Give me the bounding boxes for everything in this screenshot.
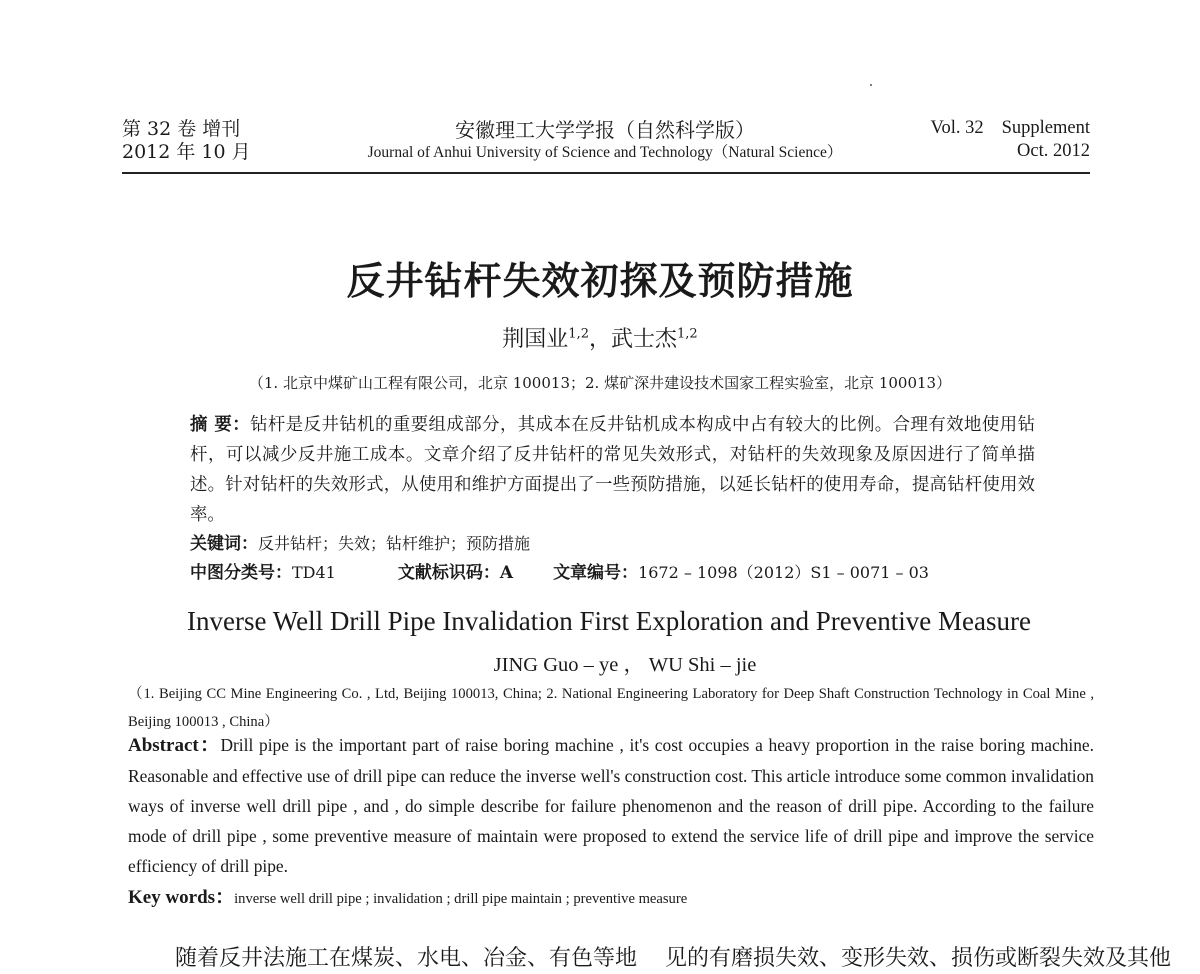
header-left bbox=[122, 118, 251, 164]
keywords-colon-en: ： bbox=[215, 887, 235, 908]
journal-name-en: Journal of Anhui University of Science and Technology（Natural Science） bbox=[367, 144, 843, 161]
classification-row bbox=[190, 561, 929, 585]
article-no-label: 文章编号： bbox=[553, 563, 639, 583]
clc-label: 中图分类号： bbox=[190, 563, 292, 583]
header-center bbox=[330, 118, 880, 164]
doc-code-value: A bbox=[499, 563, 514, 583]
author-1-affil: 1,2 bbox=[568, 326, 589, 342]
date-cn: 2012 年 10 月 bbox=[122, 141, 251, 163]
authors-en: JING Guo – ye ， WU Shi – jie bbox=[493, 654, 757, 676]
affiliation-cn: （1. 北京中煤矿山工程有限公司，北京 100013；2. 煤矿深井建设技术国家工程实验室，北京 100013） bbox=[248, 374, 952, 392]
keywords-label-en: Key words bbox=[128, 887, 216, 908]
authors-cn bbox=[0, 322, 1200, 353]
abstract-text-en: Drill pipe is the important part of raise boring machine , it's cost occupies a heavy proportion in the raise boring machine. Reasonable and effective use of drill pipe can reduce the inverse well's construction cost. This article introduce some common invalidation ways of inverse well drill pipe , and , do simple describe for failure phenomenon and the reason of drill pipe. According to the failure mode of drill pipe , some preventive measure of maintain were proposed to extend the service life of drill pipe and improve the service efficiency of drill pipe. bbox=[128, 735, 1094, 876]
supplement-en: Supplement bbox=[1001, 118, 1090, 138]
keywords-label-cn: 关键词： bbox=[190, 534, 258, 554]
clc-value: TD41 bbox=[292, 563, 336, 582]
volume-en: Vol. 32 bbox=[930, 118, 984, 138]
author-2-affil: 1,2 bbox=[677, 326, 698, 342]
abstract-cn bbox=[190, 410, 1035, 530]
abstract-en bbox=[128, 730, 1094, 881]
doc-code-label: 文献标识码： bbox=[397, 563, 500, 583]
author-2: 武士杰 bbox=[611, 327, 678, 352]
header-right bbox=[930, 117, 1090, 163]
keywords-text-cn: 反井钻杆；失效；钻杆维护；预防措施 bbox=[258, 534, 531, 553]
article-no-value: 1672 – 1098（2012）S1 – 0071 – 03 bbox=[638, 563, 929, 582]
scan-speck bbox=[870, 84, 872, 86]
body-line-left: 随着反井法施工在煤炭、水电、冶金、有色等地 bbox=[175, 946, 638, 971]
article-title-cn: 反井钻杆失效初探及预防措施 bbox=[346, 258, 854, 303]
header-rule bbox=[122, 172, 1090, 174]
abstract-colon-en: ： bbox=[198, 735, 221, 756]
volume-cn: 第 32 卷 增刊 bbox=[122, 118, 241, 140]
abstract-label-en: Abstract bbox=[128, 735, 199, 756]
affiliation-en: （1. Beijing CC Mine Engineering Co. , Ltd, Beijing 100013, China; 2. National Engineering Laboratory for Deep Shaft Construction Technology in Coal Mine , Beijing 100013 , China） bbox=[128, 686, 1094, 730]
body-text-cut bbox=[175, 944, 1172, 974]
author-separator: ， bbox=[588, 327, 611, 352]
abstract-text-cn: 钻杆是反井钻机的重要组成部分，其成本在反井钻机成本构成中占有较大的比例。合理有效地使用钻杆，可以减少反井施工成本。文章介绍了反井钻杆的常见失效形式，对钻杆的失效现象及原因进行了简单描述。针对钻杆的失效形式，从使用和维护方面提出了一些预防措施，以延长钻杆的使用寿命，提高钻杆使用效率。 bbox=[190, 415, 1035, 525]
date-en: Oct. 2012 bbox=[1017, 141, 1090, 161]
article-title-en: Inverse Well Drill Pipe Invalidation First Exploration and Preventive Measure bbox=[187, 606, 1031, 636]
journal-name-cn: 安徽理工大学学报（自然科学版） bbox=[455, 118, 755, 142]
keywords-en bbox=[128, 882, 687, 909]
author-1: 荆国业 bbox=[502, 327, 569, 352]
body-line-right: 见的有磨损失效、变形失效、损伤或断裂失效及其他 bbox=[665, 946, 1172, 971]
keywords-cn bbox=[190, 532, 530, 556]
abstract-label-cn: 摘 要： bbox=[190, 415, 251, 435]
keywords-text-en: inverse well drill pipe ; invalidation ; drill pipe maintain ; preventive measure bbox=[234, 891, 688, 907]
